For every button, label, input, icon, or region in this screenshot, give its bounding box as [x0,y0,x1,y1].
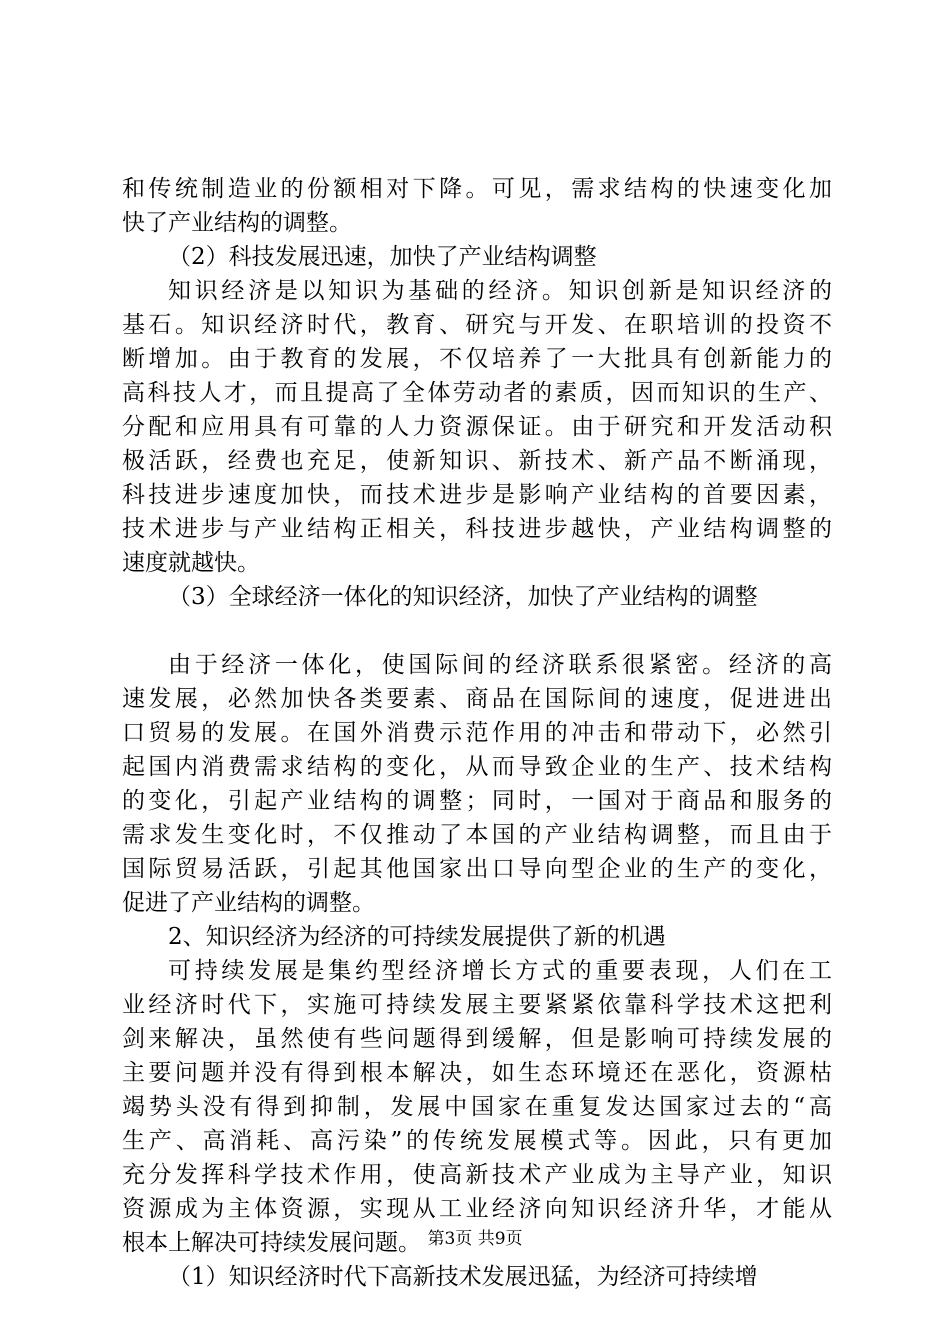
text-line: 主要问题并没有得到根本解决，如生态环境还在恶化，资源枯 [122,1060,832,1086]
document-body [122,172,832,1294]
text-line: 需求发生变化时，不仅推动了本国的产业结构调整，而且由于 [122,822,832,848]
text-line: 剑来解决，虽然使有些问题得到缓解，但是影响可持续发展的 [122,1026,832,1052]
blank-line [122,614,832,648]
text-line: 断增加。由于教育的发展，不仅培养了一大批具有创新能力的 [122,346,832,372]
text-line: 资源成为主体资源，实现从工业经济向知识经济升华，才能从 [122,1196,832,1222]
text-line: 分配和应用具有可靠的人力资源保证。由于研究和开发活动积 [122,414,832,440]
text-line: 国际贸易活跃，引起其他国家出口导向型企业的生产的变化， [122,856,832,882]
text-line: 技术进步与产业结构正相关，科技进步越快，产业结构调整的 [122,516,832,542]
text-line: 充分发挥科学技术作用，使高新技术产业成为主导产业，知识 [122,1162,832,1188]
text-line: 的变化，引起产业结构的调整；同时，一国对于商品和服务的 [122,788,832,814]
text-line: 速发展，必然加快各类要素、商品在国际间的速度，促进进出 [122,686,832,712]
section-heading: （2）科技发展迅速，加快了产业结构调整 [168,244,597,270]
text-line: 促进了产业结构的调整。 [122,890,375,916]
text-line: 根本上解决可持续发展问题。 [122,1230,421,1256]
text-line: 可持续发展是集约型经济增长方式的重要表现，人们在工 [168,958,832,984]
text-line: 速度就越快。 [122,550,260,576]
text-line: 竭势头没有得到抑制，发展中国家在重复发达国家过去的“高 [122,1094,832,1120]
text-line: 口贸易的发展。在国外消费示范作用的冲击和带动下，必然引 [122,720,832,746]
text-line: 起国内消费需求结构的变化，从而导致企业的生产、技术结构 [122,754,832,780]
text-line: 快了产业结构的调整。 [122,210,352,236]
text-line: 和传统制造业的份额相对下降。可见，需求结构的快速变化加 [122,176,832,202]
section-heading: （1）知识经济时代下高新技术发展迅猛，为经济可持续增 [168,1264,758,1290]
text-line: 基石。知识经济时代，教育、研究与开发、在职培训的投资不 [122,312,832,338]
text-line: 生产、高消耗、高污染”的传统发展模式等。因此，只有更加 [122,1128,832,1154]
text-line: 知识经济是以知识为基础的经济。知识创新是知识经济的 [168,278,832,304]
section-heading: （3）全球经济一体化的知识经济，加快了产业结构的调整 [168,584,758,610]
section-heading: 2、知识经济为经济的可持续发展提供了新的机遇 [168,924,666,950]
text-line: 高科技人才，而且提高了全体劳动者的素质，因而知识的生产、 [122,380,832,406]
text-line: 业经济时代下，实施可持续发展主要紧紧依靠科学技术这把利 [122,992,832,1018]
text-line: 由于经济一体化，使国际间的经济联系很紧密。经济的高 [168,652,832,678]
page-number-footer: 第3页 共9页 [427,1229,523,1249]
text-line: 科技进步速度加快，而技术进步是影响产业结构的首要因素， [122,482,832,508]
text-line: 极活跃，经费也充足，使新知识、新技术、新产品不断涌现， [122,448,832,474]
